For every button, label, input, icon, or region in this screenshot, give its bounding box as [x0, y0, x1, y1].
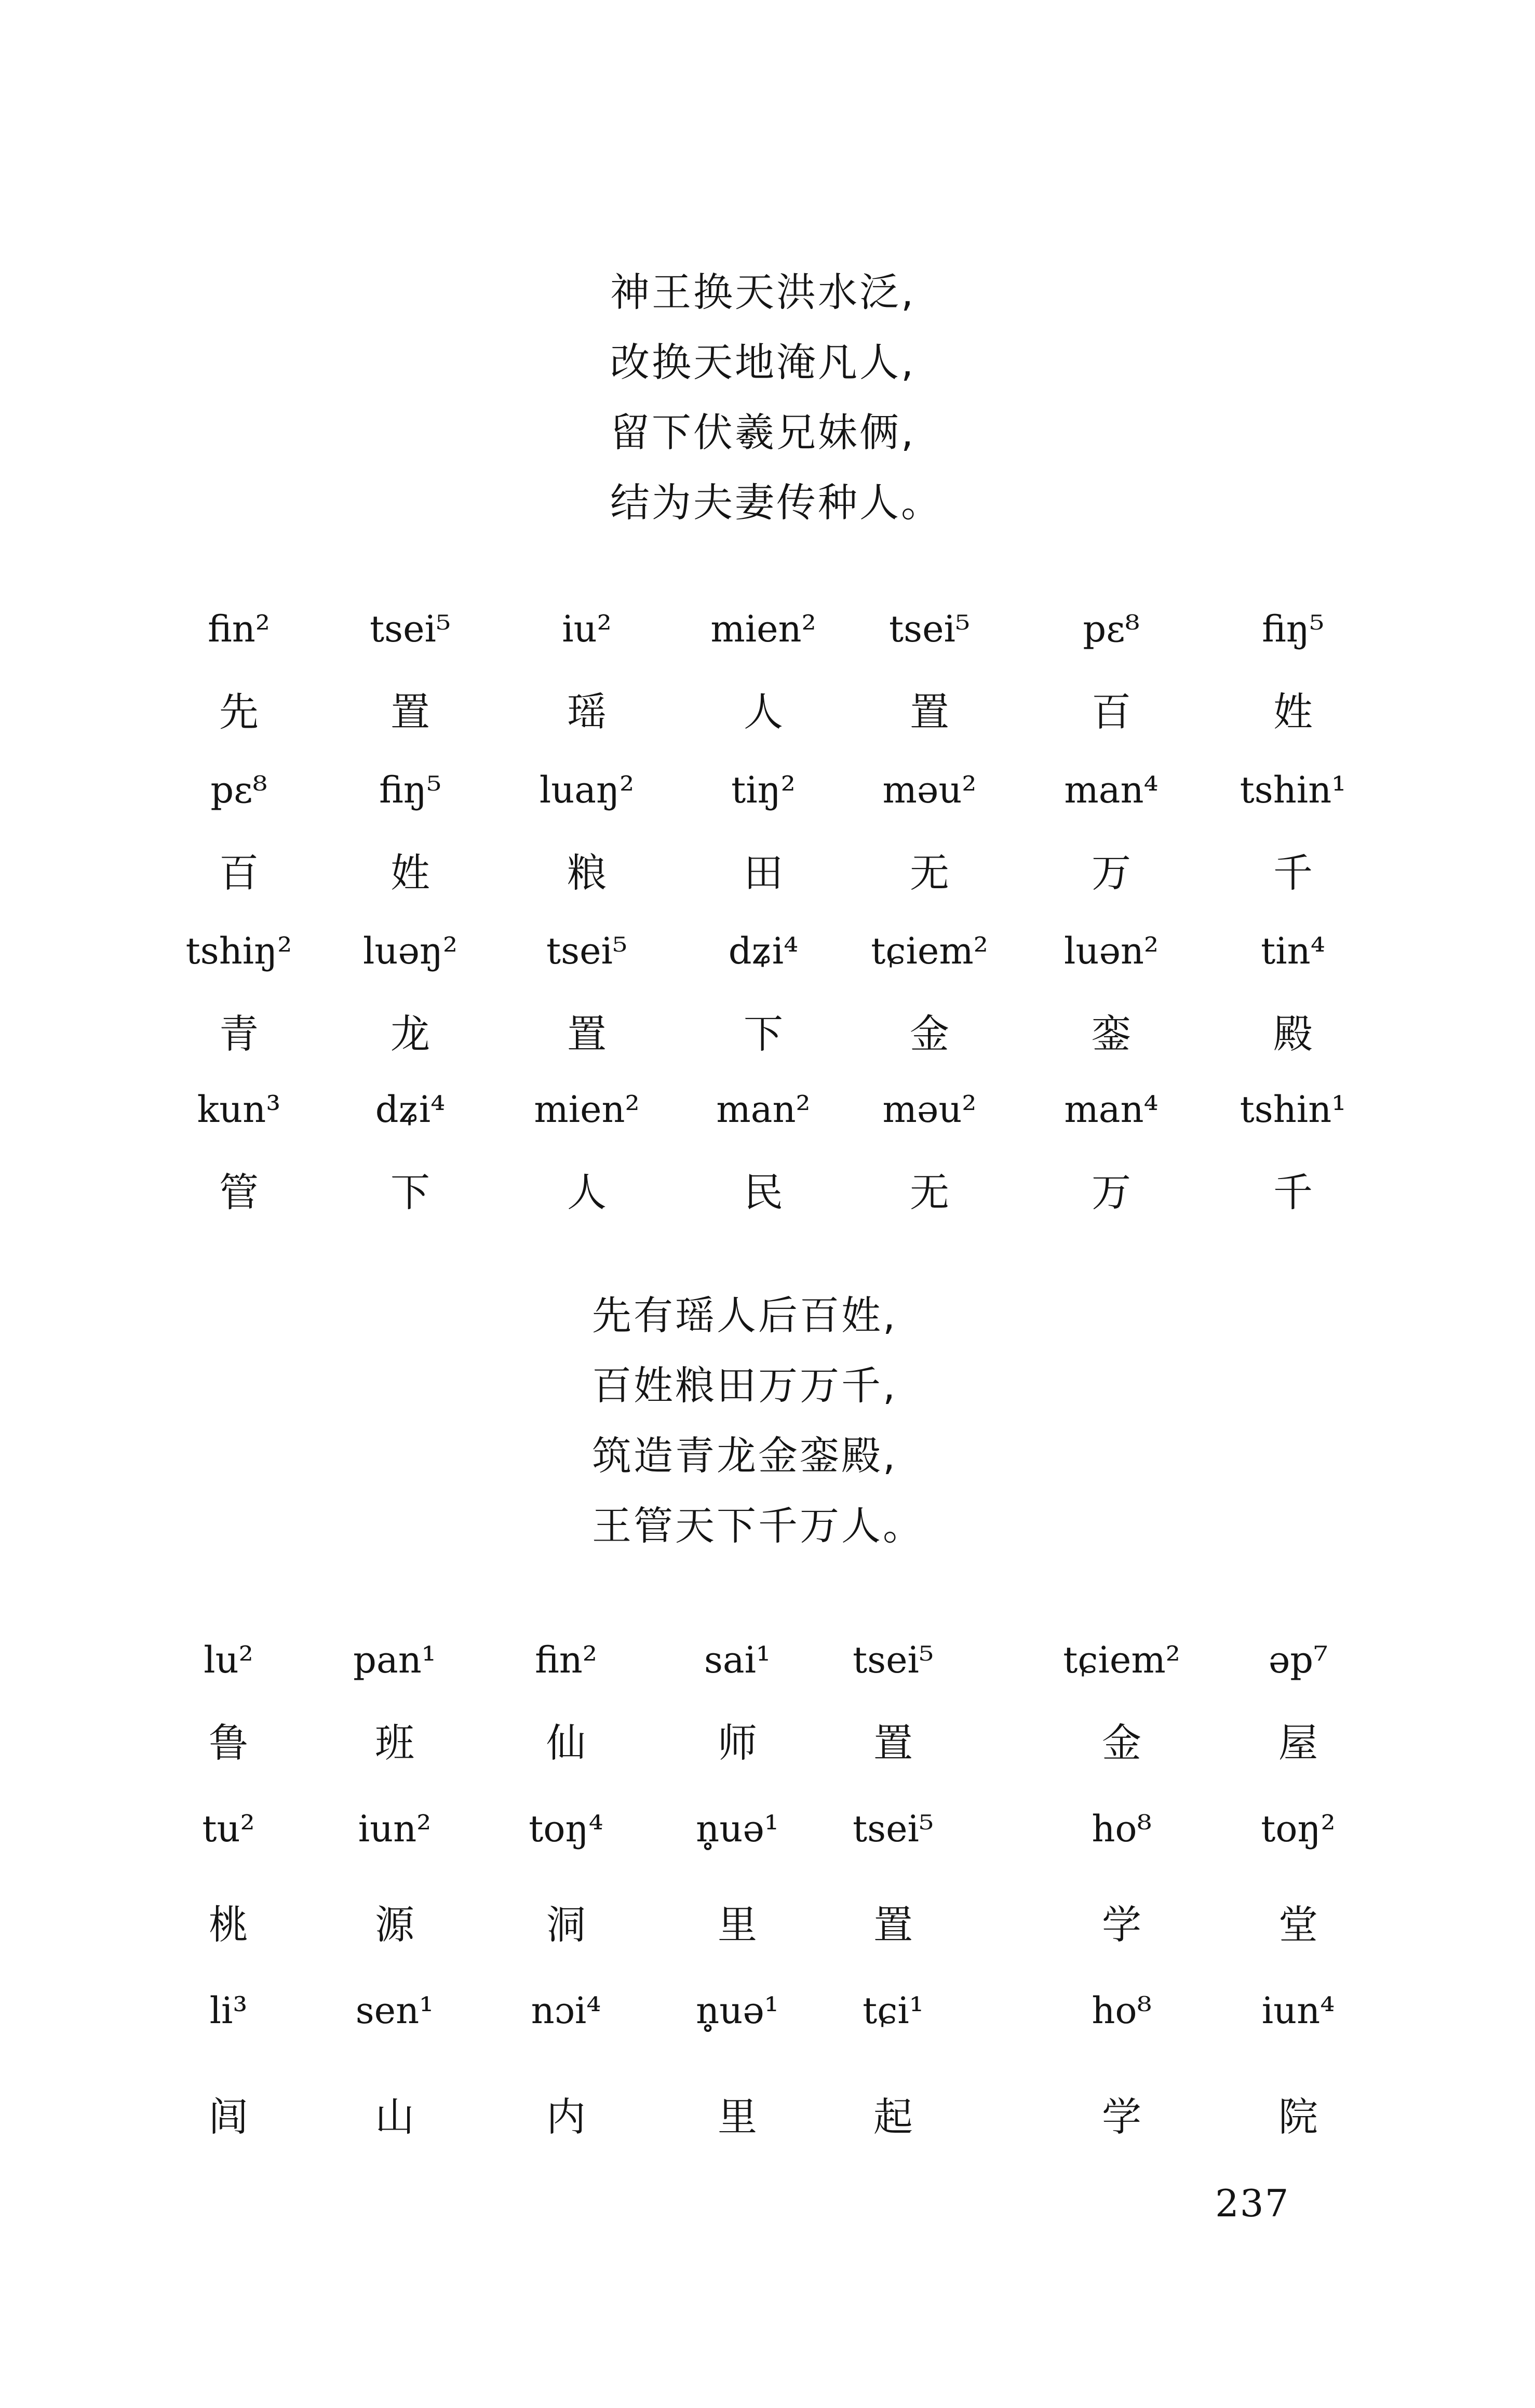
- hanzi: 无: [910, 1169, 949, 1215]
- hanzi: 殿: [1273, 1011, 1313, 1057]
- hanzi: 班: [375, 1720, 414, 1766]
- poem-line: 留下伏羲兄妹俩,: [610, 409, 916, 456]
- hanzi: 百: [219, 850, 259, 896]
- romanization: tshiŋ²: [185, 930, 292, 972]
- hanzi: 内: [546, 2094, 586, 2140]
- romanization: n̥uə¹: [696, 1808, 779, 1850]
- romanization: fiŋ⁵: [379, 769, 441, 811]
- romanization: mien²: [534, 1088, 640, 1131]
- romanization: tin⁴: [1261, 930, 1325, 972]
- hanzi: 里: [718, 2094, 757, 2140]
- romanization: luaŋ²: [539, 769, 635, 811]
- hanzi: 姓: [391, 850, 430, 896]
- romanization: luəŋ²: [362, 930, 458, 972]
- hanzi: 金: [910, 1011, 949, 1057]
- romanization: tɕiem²: [1063, 1639, 1180, 1681]
- hanzi: 山: [375, 2094, 414, 2140]
- romanization: fin²: [208, 608, 270, 650]
- hanzi: 学: [1102, 1902, 1141, 1948]
- hanzi: 下: [744, 1011, 783, 1057]
- romanization: luən²: [1063, 930, 1159, 972]
- romanization: tu²: [202, 1808, 255, 1850]
- hanzi: 屋: [1278, 1720, 1318, 1766]
- romanization: tshin¹: [1240, 1088, 1347, 1131]
- hanzi: 堂: [1278, 1902, 1318, 1948]
- romanization: iun⁴: [1261, 1989, 1335, 2032]
- hanzi: 千: [1273, 850, 1313, 896]
- romanization: toŋ⁴: [529, 1808, 603, 1850]
- hanzi: 无: [910, 850, 949, 896]
- hanzi: 下: [391, 1169, 430, 1215]
- hanzi: 院: [1278, 2094, 1318, 2140]
- romanization: toŋ²: [1261, 1808, 1336, 1850]
- romanization: məu²: [882, 1088, 977, 1131]
- romanization: man⁴: [1064, 1088, 1159, 1131]
- hanzi: 管: [219, 1169, 259, 1215]
- hanzi: 万: [1092, 850, 1131, 896]
- poem-line: 结为夫妻传种人。: [610, 479, 942, 526]
- poem-line: 王管天下千万人。: [592, 1503, 924, 1549]
- hanzi: 青: [219, 1011, 259, 1057]
- hanzi: 人: [567, 1169, 607, 1215]
- page-number: 237: [1215, 2182, 1290, 2225]
- romanization: tiŋ²: [731, 769, 796, 811]
- hanzi: 闾: [209, 2094, 248, 2140]
- romanization: pɛ⁸: [1083, 608, 1140, 650]
- romanization: tsei⁵: [370, 608, 451, 650]
- hanzi: 鲁: [209, 1720, 248, 1766]
- romanization: məu²: [882, 769, 977, 811]
- romanization: tɕi¹: [863, 1989, 924, 2032]
- hanzi: 置: [391, 689, 430, 735]
- hanzi: 学: [1102, 2094, 1141, 2140]
- hanzi: 百: [1092, 689, 1131, 735]
- romanization: tsei⁵: [853, 1639, 934, 1681]
- romanization: pan¹: [353, 1639, 436, 1681]
- hanzi: 里: [718, 1902, 757, 1948]
- romanization: fin²: [535, 1639, 597, 1681]
- poem-line: 神王换天洪水泛,: [610, 269, 916, 315]
- hanzi: 先: [219, 689, 259, 735]
- romanization: ho⁸: [1092, 1808, 1152, 1850]
- poem-stanza-1: [610, 257, 942, 538]
- hanzi: 万: [1092, 1169, 1131, 1215]
- hanzi: 仙: [546, 1720, 586, 1766]
- romanization: sen¹: [355, 1989, 434, 2032]
- romanization: tsei⁵: [889, 608, 970, 650]
- romanization: sai¹: [704, 1639, 771, 1681]
- hanzi: 人: [744, 689, 783, 735]
- romanization: n̥uə¹: [696, 1989, 779, 2032]
- hanzi: 置: [910, 689, 949, 735]
- hanzi: 田: [744, 850, 783, 896]
- poem-line: 百姓粮田万万千,: [592, 1362, 898, 1409]
- romanization: tshin¹: [1240, 769, 1347, 811]
- romanization: dʑi⁴: [728, 930, 799, 972]
- hanzi: 姓: [1273, 689, 1313, 735]
- hanzi: 瑶: [567, 689, 607, 735]
- hanzi: 源: [375, 1902, 414, 1948]
- poem-line: 筑造青龙金銮殿,: [592, 1433, 898, 1479]
- romanization: mien²: [710, 608, 816, 650]
- poem-line: 先有瑶人后百姓,: [592, 1292, 898, 1339]
- romanization: fiŋ⁵: [1262, 608, 1324, 650]
- hanzi: 置: [873, 1902, 913, 1948]
- romanization: li³: [209, 1989, 248, 2032]
- romanization: man⁴: [1064, 769, 1159, 811]
- hanzi: 銮: [1092, 1011, 1131, 1057]
- hanzi: 民: [744, 1169, 783, 1215]
- romanization: tsei⁵: [853, 1808, 934, 1850]
- hanzi: 粮: [567, 850, 607, 896]
- romanization: iu²: [562, 608, 612, 650]
- hanzi: 桃: [209, 1902, 248, 1948]
- romanization: tɕiem²: [871, 930, 988, 972]
- hanzi: 师: [718, 1720, 757, 1766]
- hanzi: 千: [1273, 1169, 1313, 1215]
- romanization: nɔi⁴: [531, 1989, 601, 2032]
- poem-stanza-2: [592, 1280, 924, 1561]
- hanzi: 起: [873, 2094, 913, 2140]
- romanization: əp⁷: [1268, 1639, 1328, 1681]
- romanization: dʑi⁴: [375, 1088, 446, 1131]
- hanzi: 置: [873, 1720, 913, 1766]
- romanization: pɛ⁸: [210, 769, 267, 811]
- hanzi: 金: [1102, 1720, 1141, 1766]
- romanization: kun³: [197, 1088, 281, 1131]
- romanization: tsei⁵: [546, 930, 627, 972]
- hanzi: 龙: [391, 1011, 430, 1057]
- romanization: man²: [716, 1088, 811, 1131]
- poem-line: 改换天地淹凡人,: [610, 339, 916, 385]
- hanzi: 洞: [546, 1902, 586, 1948]
- romanization: lu²: [204, 1639, 253, 1681]
- hanzi: 置: [567, 1011, 607, 1057]
- romanization: ho⁸: [1092, 1989, 1152, 2032]
- romanization: iun²: [358, 1808, 432, 1850]
